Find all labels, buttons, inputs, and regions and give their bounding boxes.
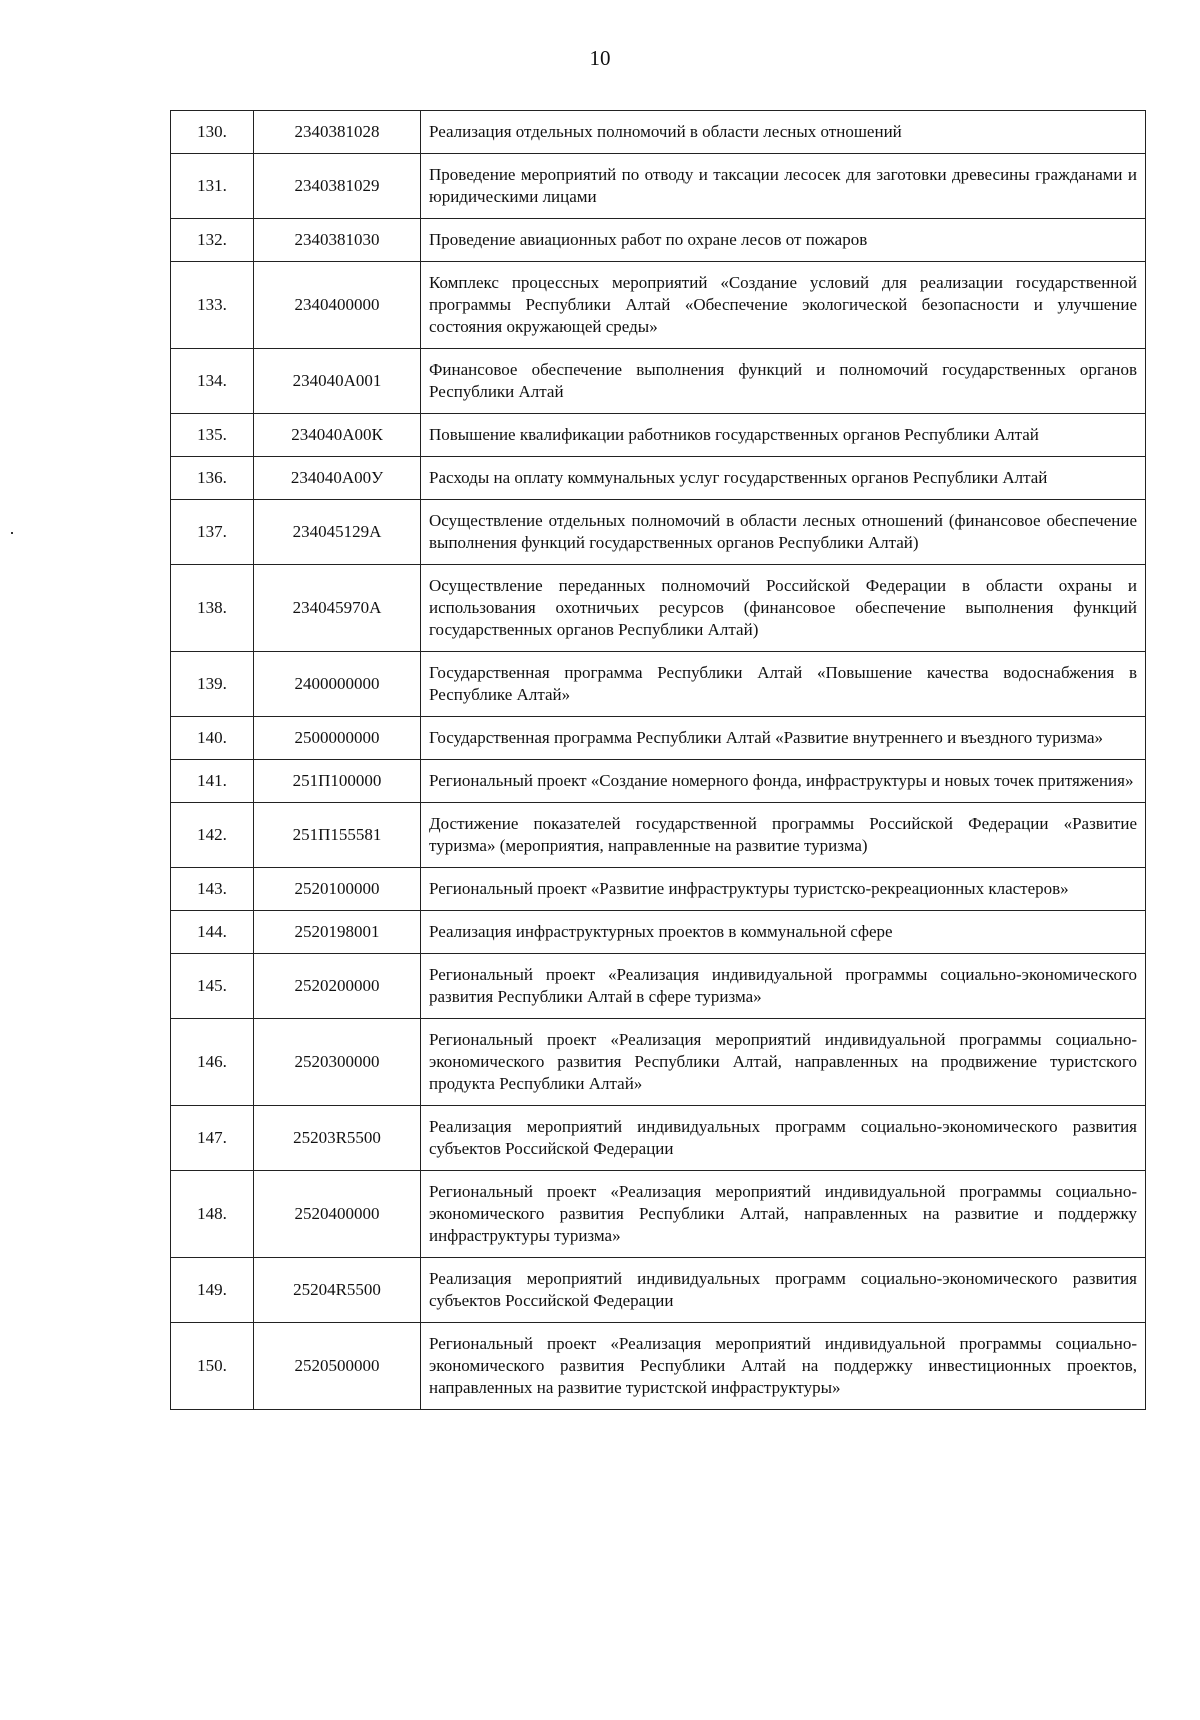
table-row bbox=[171, 500, 1146, 565]
target-name: Региональный проект «Реализация мероприятий индивидуальной программы социально-экономического развития Республики Алтай на поддержку инвестиционных проектов, направленных на развитие туристской инфраструктуры» bbox=[421, 1323, 1146, 1410]
target-name: Комплекс процессных мероприятий «Создание условий для реализации государственной программы Республики Алтай «Обеспечение экологической безопасности и улучшение состояния окружающей среды» bbox=[421, 262, 1146, 349]
target-name: Повышение квалификации работников государственных органов Республики Алтай bbox=[421, 414, 1146, 457]
table-row bbox=[171, 868, 1146, 911]
table-row bbox=[171, 760, 1146, 803]
target-name: Проведение мероприятий по отводу и таксации лесосек для заготовки древесины гражданами и юридическими лицами bbox=[421, 154, 1146, 219]
table-row bbox=[171, 1106, 1146, 1171]
row-number: 138. bbox=[171, 565, 254, 652]
target-name: Региональный проект «Развитие инфраструктуры туристско-рекреационных кластеров» bbox=[421, 868, 1146, 911]
target-name: Региональный проект «Реализация мероприятий индивидуальной программы социально-экономического развития Республики Алтай, направленных на продвижение туристского продукта Республики Алтай» bbox=[421, 1019, 1146, 1106]
row-number: 144. bbox=[171, 911, 254, 954]
target-name: Государственная программа Республики Алтай «Повышение качества водоснабжения в Республике Алтай» bbox=[421, 652, 1146, 717]
target-code: 25204R5500 bbox=[254, 1258, 421, 1323]
target-code: 234040А00У bbox=[254, 457, 421, 500]
row-number: 146. bbox=[171, 1019, 254, 1106]
table-row bbox=[171, 111, 1146, 154]
row-number: 131. bbox=[171, 154, 254, 219]
target-code: 234040А001 bbox=[254, 349, 421, 414]
table-row bbox=[171, 457, 1146, 500]
target-code: 25203R5500 bbox=[254, 1106, 421, 1171]
row-number: 148. bbox=[171, 1171, 254, 1258]
target-name: Осуществление отдельных полномочий в области лесных отношений (финансовое обеспечение выполнения функций государственных органов Республики Алтай) bbox=[421, 500, 1146, 565]
target-name: Расходы на оплату коммунальных услуг государственных органов Республики Алтай bbox=[421, 457, 1146, 500]
row-number: 143. bbox=[171, 868, 254, 911]
target-code: 234040А00К bbox=[254, 414, 421, 457]
table-row bbox=[171, 349, 1146, 414]
table-row bbox=[171, 717, 1146, 760]
target-name: Достижение показателей государственной программы Российской Федерации «Развитие туризма» (мероприятия, направленные на развитие туризма) bbox=[421, 803, 1146, 868]
target-code: 2340381029 bbox=[254, 154, 421, 219]
row-number: 137. bbox=[171, 500, 254, 565]
table-row bbox=[171, 1019, 1146, 1106]
target-code: 2520100000 bbox=[254, 868, 421, 911]
row-number: 133. bbox=[171, 262, 254, 349]
target-code: 2400000000 bbox=[254, 652, 421, 717]
table-row bbox=[171, 219, 1146, 262]
target-code: 2520500000 bbox=[254, 1323, 421, 1410]
row-number: 135. bbox=[171, 414, 254, 457]
table-row bbox=[171, 154, 1146, 219]
target-code: 2520198001 bbox=[254, 911, 421, 954]
target-name: Государственная программа Республики Алтай «Развитие внутреннего и въездного туризма» bbox=[421, 717, 1146, 760]
table-row bbox=[171, 565, 1146, 652]
target-code: 2500000000 bbox=[254, 717, 421, 760]
target-name: Финансовое обеспечение выполнения функций и полномочий государственных органов Республики Алтай bbox=[421, 349, 1146, 414]
row-number: 139. bbox=[171, 652, 254, 717]
row-number: 134. bbox=[171, 349, 254, 414]
row-number: 150. bbox=[171, 1323, 254, 1410]
target-code: 234045970А bbox=[254, 565, 421, 652]
row-number: 141. bbox=[171, 760, 254, 803]
page-number: 10 bbox=[589, 46, 611, 70]
budget-classification-table bbox=[170, 110, 1146, 1410]
target-code: 234045129А bbox=[254, 500, 421, 565]
table-row bbox=[171, 911, 1146, 954]
target-name: Реализация мероприятий индивидуальных программ социально-экономического развития субъектов Российской Федерации bbox=[421, 1106, 1146, 1171]
row-number: 132. bbox=[171, 219, 254, 262]
target-code: 2340381030 bbox=[254, 219, 421, 262]
target-code: 2520400000 bbox=[254, 1171, 421, 1258]
target-code: 251П155581 bbox=[254, 803, 421, 868]
table-row bbox=[171, 1171, 1146, 1258]
target-name: Реализация отдельных полномочий в области лесных отношений bbox=[421, 111, 1146, 154]
target-code: 251П100000 bbox=[254, 760, 421, 803]
row-number: 145. bbox=[171, 954, 254, 1019]
table-row bbox=[171, 1323, 1146, 1410]
row-number: 147. bbox=[171, 1106, 254, 1171]
target-code: 2340381028 bbox=[254, 111, 421, 154]
target-code: 2520200000 bbox=[254, 954, 421, 1019]
target-name: Реализация инфраструктурных проектов в коммунальной сфере bbox=[421, 911, 1146, 954]
row-number: 136. bbox=[171, 457, 254, 500]
row-number: 142. bbox=[171, 803, 254, 868]
target-code: 2520300000 bbox=[254, 1019, 421, 1106]
table-row bbox=[171, 1258, 1146, 1323]
table-row bbox=[171, 803, 1146, 868]
table-row bbox=[171, 262, 1146, 349]
target-name: Осуществление переданных полномочий Российской Федерации в области охраны и использования охотничьих ресурсов (финансовое обеспечение выполнения функций государственных органов Республики Алтай) bbox=[421, 565, 1146, 652]
target-name: Региональный проект «Реализация индивидуальной программы социально-экономического развития Республики Алтай в сфере туризма» bbox=[421, 954, 1146, 1019]
target-name: Региональный проект «Реализация мероприятий индивидуальной программы социально-экономического развития Республики Алтай, направленных на развитие и поддержку инфраструктуры туризма» bbox=[421, 1171, 1146, 1258]
target-name: Реализация мероприятий индивидуальных программ социально-экономического развития субъектов Российской Федерации bbox=[421, 1258, 1146, 1323]
target-name: Проведение авиационных работ по охране лесов от пожаров bbox=[421, 219, 1146, 262]
table-row bbox=[171, 954, 1146, 1019]
row-number: 130. bbox=[171, 111, 254, 154]
target-name: Региональный проект «Создание номерного фонда, инфраструктуры и новых точек притяжения» bbox=[421, 760, 1146, 803]
margin-dot bbox=[11, 532, 13, 534]
table-row bbox=[171, 414, 1146, 457]
table-row bbox=[171, 652, 1146, 717]
row-number: 149. bbox=[171, 1258, 254, 1323]
target-code: 2340400000 bbox=[254, 262, 421, 349]
row-number: 140. bbox=[171, 717, 254, 760]
